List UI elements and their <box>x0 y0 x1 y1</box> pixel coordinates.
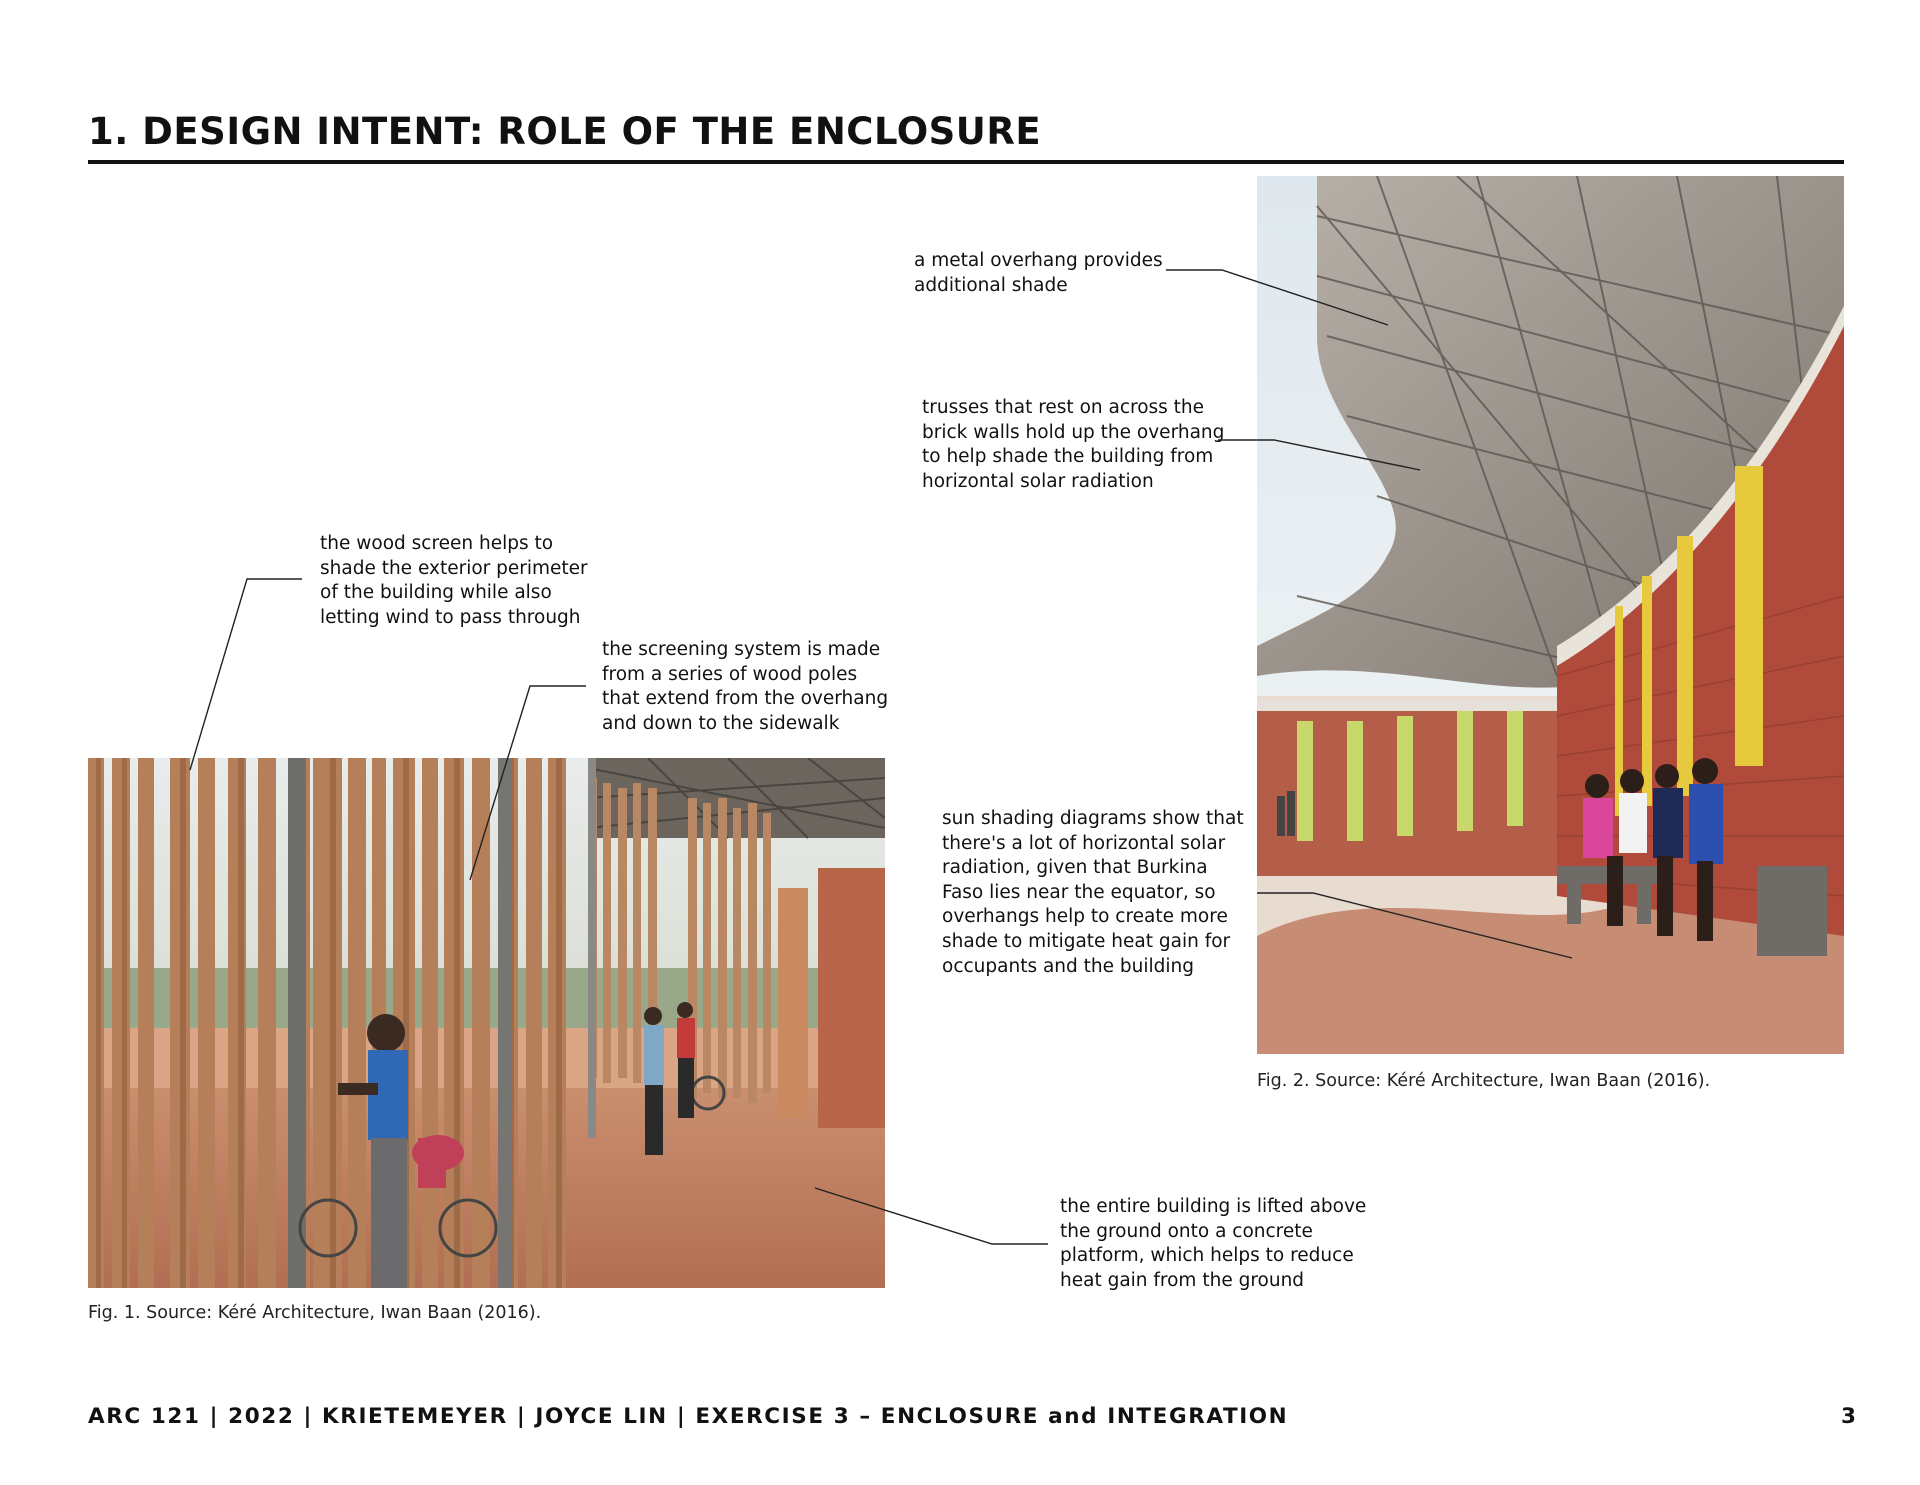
page-number: 3 <box>1841 1404 1856 1429</box>
annotation-platform: the entire building is lifted above the ground onto a concrete platform, which helps to reduce heat gain from the ground <box>1060 1196 1367 1291</box>
figure-2-caption: Fig. 2. Source: Kéré Architecture, Iwan Baan (2016). <box>1257 1071 1711 1091</box>
footer-course-info: ARC 121 | 2022 | KRIETEMEYER | JOYCE LIN | EXERCISE 3 – ENCLOSURE and INTEGRATION <box>88 1404 1289 1429</box>
page-title: 1. DESIGN INTENT: ROLE OF THE ENCLOSURE <box>88 110 1042 153</box>
figure-1-photo <box>88 758 885 1288</box>
annotation-sun-shading: sun shading diagrams show that there's a lot of horizontal solar radiation, given that Burkina Faso lies near the equator, so overhangs help to create more shade to mitigate heat gain for occupants and the building <box>942 808 1244 977</box>
annotation-metal-overhang: a metal overhang provides additional shade <box>914 250 1163 296</box>
annotation-wood-screen: the wood screen helps to shade the exterior perimeter of the building while also letting wind to pass through <box>320 533 588 628</box>
leader-wood-screen <box>190 579 302 770</box>
title-divider <box>88 160 1844 164</box>
figure-1-caption: Fig. 1. Source: Kéré Architecture, Iwan Baan (2016). <box>88 1303 542 1323</box>
annotation-trusses: trusses that rest on across the brick walls hold up the overhang to help shade the building from horizontal solar radiation <box>922 397 1225 492</box>
figure-2-photo <box>1257 176 1844 1054</box>
annotation-screening-system: the screening system is made from a series of wood poles that extend from the overhang and down to the sidewalk <box>602 639 889 734</box>
